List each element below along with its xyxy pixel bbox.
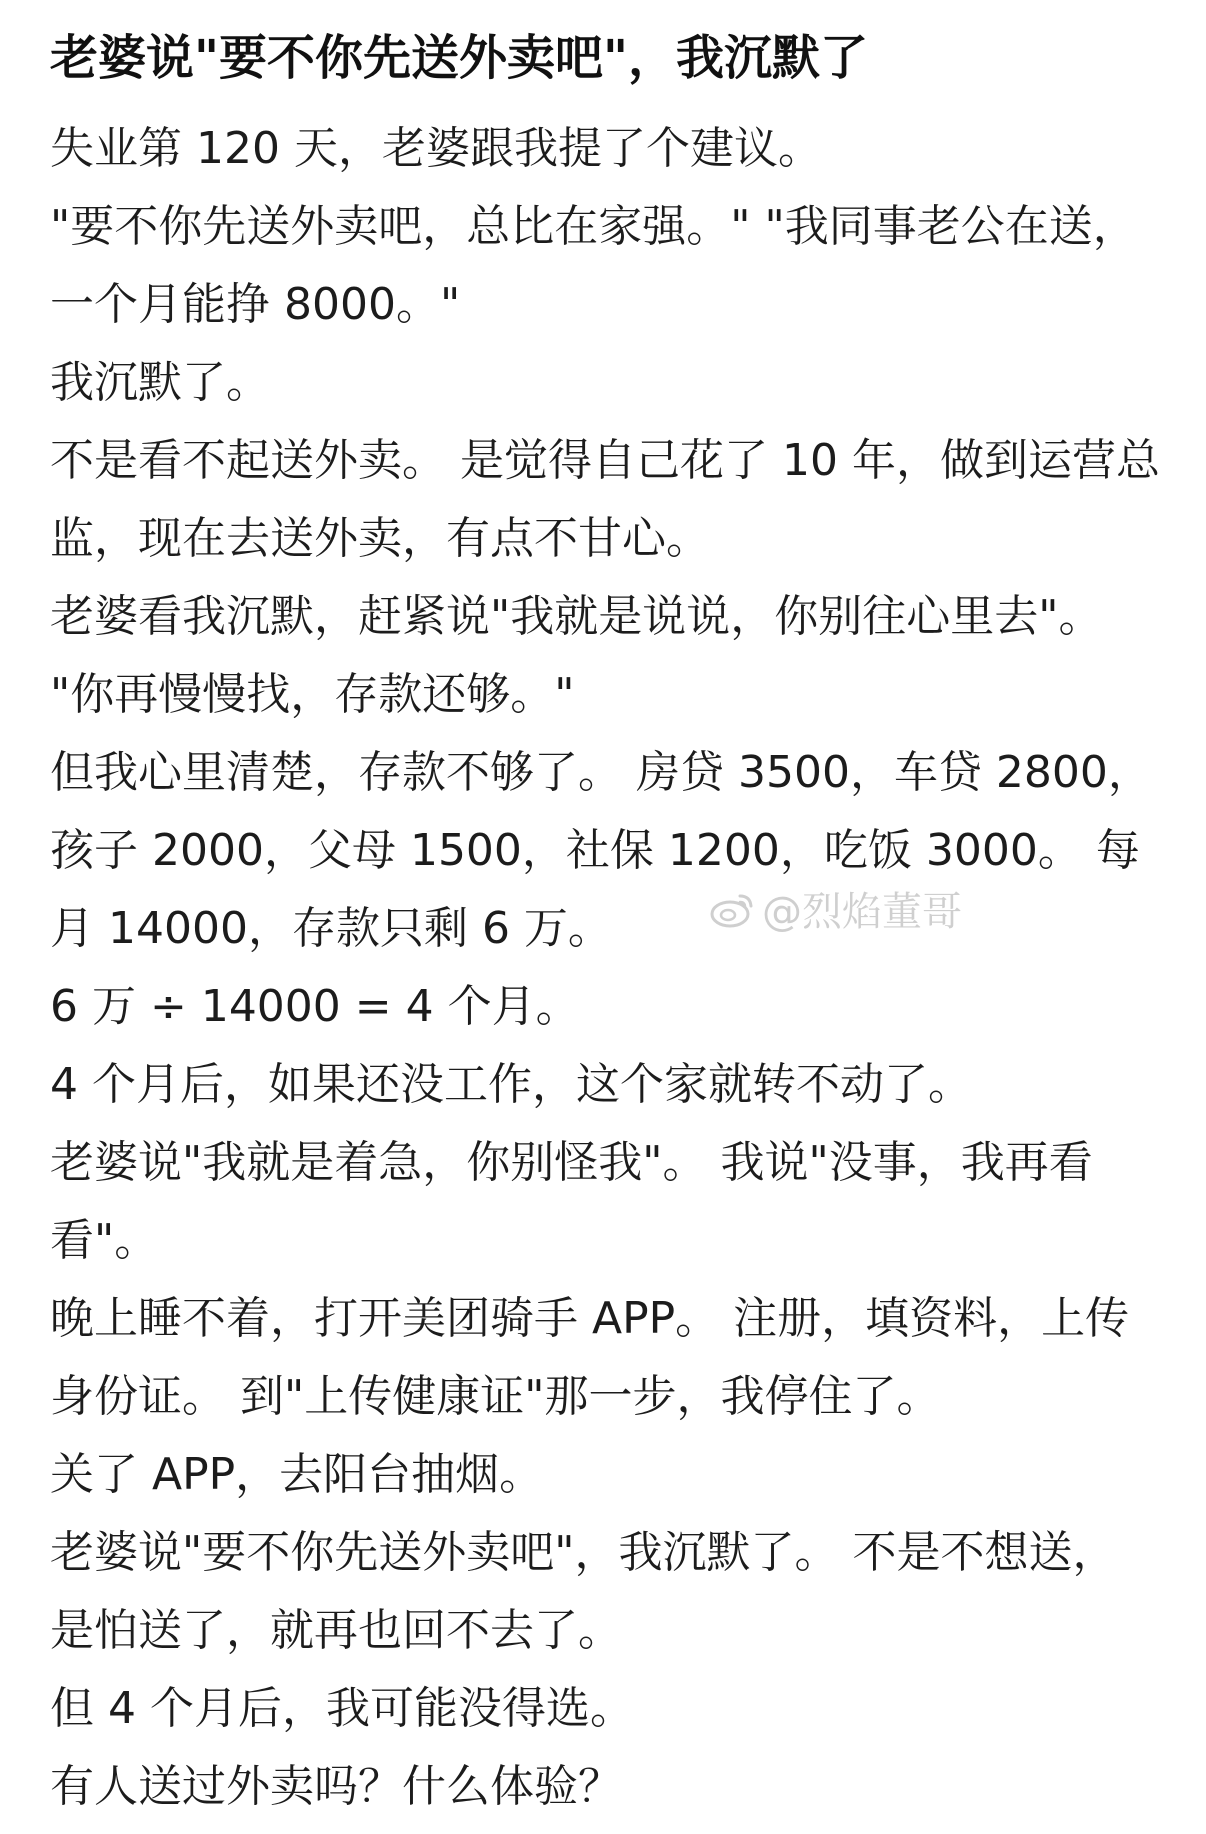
paragraph: 关了 APP，去阳台抽烟。: [50, 1449, 544, 1500]
paragraph: 晚上睡不着，打开美团骑手 APP。 注册，填资料，上传身份证。 到"上传健康证"那一步，我停住了。: [50, 1293, 1130, 1422]
post-body: [50, 110, 1160, 1826]
paragraph: 我沉默了。: [50, 357, 270, 408]
paragraph: 失业第 120 天，老婆跟我提了个建议。: [50, 123, 822, 174]
paragraph: 老婆说"要不你先送外卖吧"，我沉默了。 不是不想送，是怕送了，就再也回不去了。: [50, 1527, 1117, 1656]
paragraph: 但我心里清楚，存款不够了。 房贷 3500，车贷 2800，孩子 2000，父母 1500，社保 1200，吃饭 3000。 每月 14000，存款只剩 6 万。: [50, 747, 1152, 954]
post: [50, 0, 1160, 1826]
paragraph: "要不你先送外卖吧，总比在家强。" "我同事老公在送，一个月能挣 8000。": [50, 201, 1137, 330]
paragraph: 不是看不起送外卖。 是觉得自己花了 10 年，做到运营总监，现在去送外卖，有点不甘心。: [50, 435, 1160, 564]
paragraph: 6 万 ÷ 14000 = 4 个月。: [50, 981, 580, 1032]
paragraph: 有人送过外卖吗？什么体验？: [50, 1761, 622, 1812]
paragraph: 4 个月后，如果还没工作，这个家就转不动了。: [50, 1059, 972, 1110]
watermark-text: @烈焰董哥: [762, 889, 962, 935]
post-title: 老婆说"要不你先送外卖吧"，我沉默了: [50, 30, 869, 86]
paragraph: 老婆看我沉默，赶紧说"我就是说说，你别往心里去"。 "你再慢慢找，存款还够。": [50, 591, 1103, 720]
paragraph: 老婆说"我就是着急，你别怪我"。 我说"没事，我再看看"。: [50, 1137, 1093, 1266]
paragraph: 但 4 个月后，我可能没得选。: [50, 1683, 634, 1734]
